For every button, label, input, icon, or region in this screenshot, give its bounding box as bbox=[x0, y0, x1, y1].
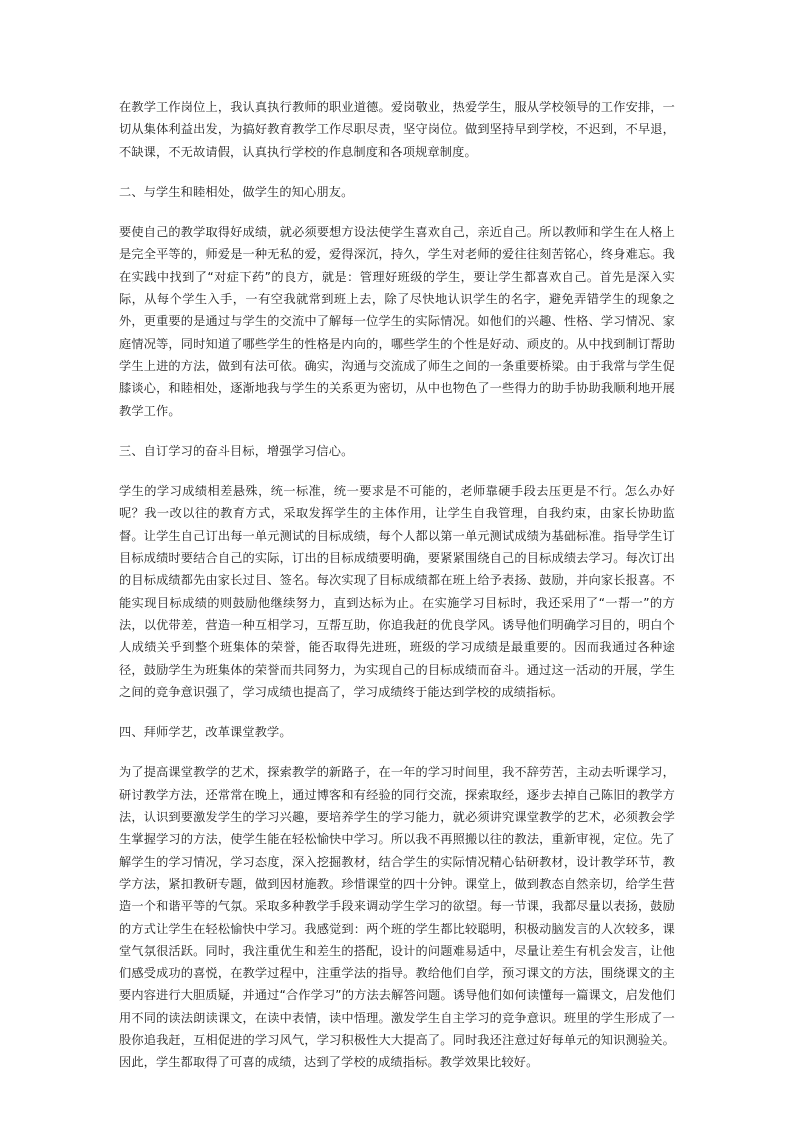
section-heading-3: 三、自订学习的奋斗目标，增强学习信心。 bbox=[119, 443, 354, 458]
paragraph-classroom-reform: 为了提高课堂教学的艺术，探索教学的新路子，在一年的学习时间里，我不辞劳苦，主动去听课学习，研讨教学方法，还常常在晚上，通过博客和有经验的同行交流，探索取经，逐步去掉自己陈旧的教学方法，认识到要激发学生的学习兴趣，要培养学生的学习能力，就必须讲究课堂教学的艺术，必须教会学生掌握学习的方法，使学生能在轻松愉快中学习。所以我不再照搬以往的教法，重新审视，定位。先了解学生的学习情况，学习态度，深入挖掘教材，结合学生的实际情况精心钻研教材，设计教学环节，教学方法，紧扣教研专题，做到因材施教。珍惜课堂的四十分钟。课堂上，做到教态自然亲切，给学生营造一个和谐平等的气氛。采取多种教学手段来调动学生学习的欲望。每一节课，我都尽量以表扬，鼓励的方式让学生在轻松愉快中学习。我感觉到：两个班的学生都比较聪明，积极动脑发言的人次较多，课堂气氛很活跃。同时，我注重优生和差生的搭配，设计的问题难易适中，尽量让差生有机会发言，让他们感受成功的喜悦，在教学过程中，注重学法的指导。教给他们自学，预习课文的方法，围绕课文的主要内容进行大胆质疑，并通过“合作学习”的方法去解答问题。诱导他们如何读懂每一篇课文，启发他们用不同的读法朗读课文，在读中表情，读中悟理。激发学生自主学习的竞争意识。班里的学生形成了一股你追我赶，互相促进的学习风气，学习积极性大大提高了。同时我还注意过好每单元的知识测验关。因此，学生都取得了可喜的成绩，达到了学校的成绩指标。教学效果比较好。 bbox=[119, 765, 675, 1070]
paragraph-work-ethics: 在教学工作岗位上，我认真执行教师的职业道德。爱岗敬业，热爱学生，服从学校领导的工作安排，一切从集体利益出发，为搞好教育教学工作尽职尽责，坚守岗位。做到坚持早到学校，不迟到，不早退，不缺课，不无故请假，认真执行学校的作息制度和各项规章制度。 bbox=[119, 100, 675, 159]
section-heading-4: 四、拜师学艺，改革课堂教学。 bbox=[119, 725, 292, 740]
document-page bbox=[119, 96, 675, 1074]
paragraph-student-relations: 要使自己的教学取得好成绩，就必须要想方设法使学生喜欢自己，亲近自己。所以教师和学生在人格上是完全平等的，师爱是一种无私的爱，爱得深沉，持久，学生对老师的爱往往刻苦铭心，终身难忘。我在实践中找到了“对症下药”的良方，就是：管理好班级的学生，要让学生都喜欢自己。首先是深入实际，从每个学生入手，一有空我就常到班上去，除了尽快地认识学生的名字，避免弄错学生的现象之外，更重要的是通过与学生的交流中了解每一位学生的实际情况。如他们的兴趣、性格、学习情况、家庭情况等，同时知道了哪些学生的性格是内向的，哪些学生的个性是好动、顽皮的。从中找到制订帮助学生上进的方法，做到有法可依。确实，沟通与交流成了师生之间的一条重要桥梁。由于我常与学生促膝谈心，和睦相处，逐渐地我与学生的关系更为密切，从中也物色了一些得力的助手协助我顺利地开展教学工作。 bbox=[119, 225, 675, 418]
paragraph-learning-goals: 学生的学习成绩相差悬殊，统一标准，统一要求是不可能的，老师靠硬手段去压更是不行。怎么办好呢？我一改以往的教育方式，采取发挥学生的主体作用，让学生自我管理，自我约束，由家长协助监督。让学生自己订出每一单元测试的目标成绩，每个人都以第一单元测试成绩为基础标准。指导学生订目标成绩时要结合自己的实际，订出的目标成绩要明确，要紧紧围绕自己的目标成绩去学习。每次订出的目标成绩都先由家长过目、签名。每次实现了目标成绩都在班上给予表扬、鼓励，并向家长报喜。不能实现目标成绩的则鼓励他继续努力，直到达标为止。在实施学习目标时，我还采用了“一帮一”的方法，以优带差，营造一种互相学习，互帮互助，你追我赶的优良学风。诱导他们明确学习目的，明白个人成绩关乎到整个班集体的荣誉，能否取得先进班，班级的学习成绩是最重要的。因而我通过各种途径，鼓励学生为班集体的荣誉而共同努力，为实现自己的目标成绩而奋斗。通过这一活动的开展，学生之间的竞争意识强了，学习成绩也提高了，学习成绩终于能达到学校的成绩指标。 bbox=[119, 484, 675, 699]
section-heading-2: 二、与学生和睦相处，做学生的知心朋友。 bbox=[119, 184, 354, 199]
